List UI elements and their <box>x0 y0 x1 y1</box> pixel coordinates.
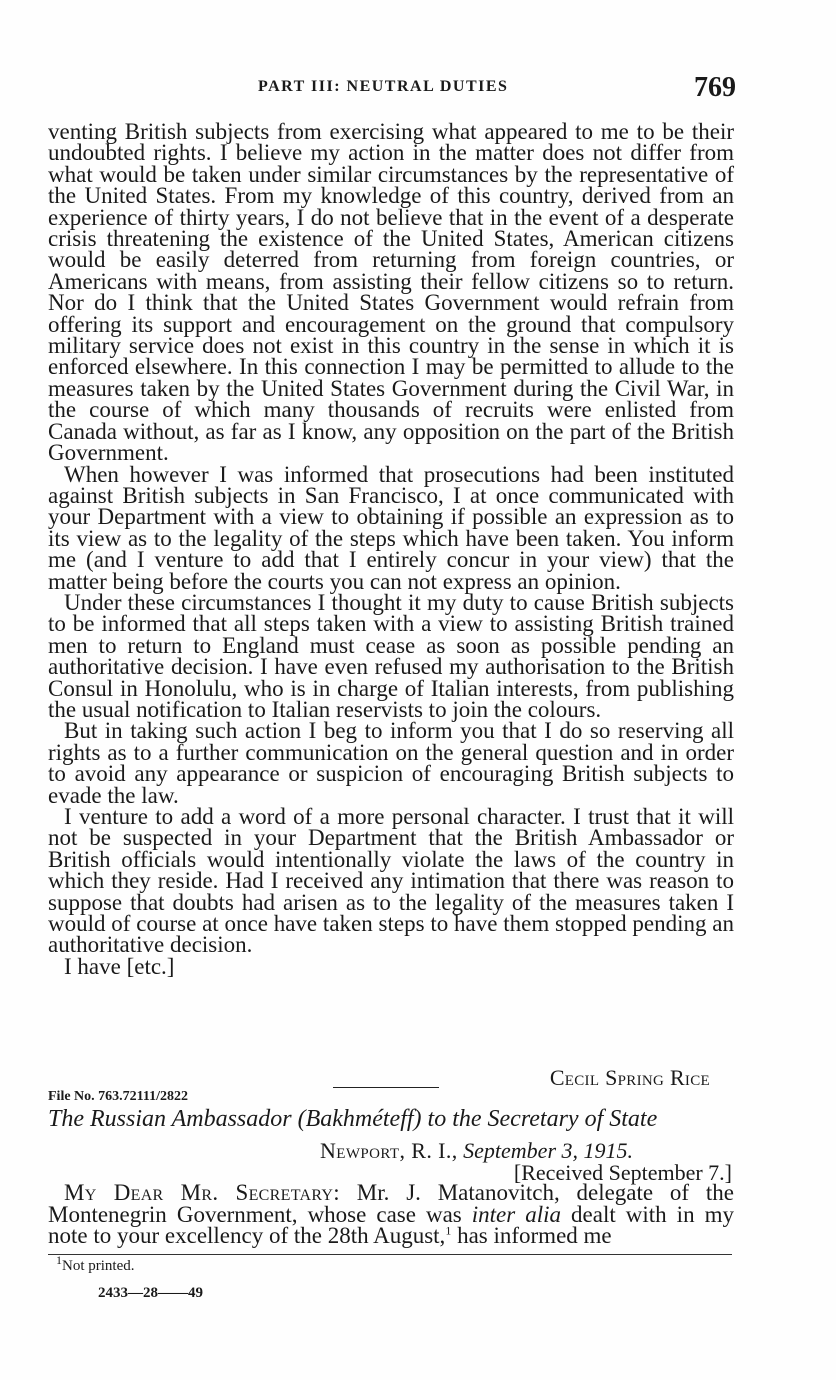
footnote-rule <box>48 1254 732 1255</box>
letter-body <box>48 121 734 977</box>
letter-text: has informed me <box>451 1223 612 1249</box>
salutation: My Dear Mr. Secretary: <box>64 1180 340 1205</box>
paragraph: venting British subjects from exercising what appeared to me to be their undoubted rights. I believe my action in the matter does not differ from what would be taken under similar circumstances by the representative of the United States. From my knowledge of this country, derived from an experience of thirty years, I do not believe that in the event of a desperate crisis threatening the existence of the United States, American citizens would be easily deterred from returning from foreign countries, or Americans with means, from assisting their fellow citizens so to return. Nor do I think that the United States Government would refrain from offering its support and encouragement on the ground that compulsory military service does not exist in this country in the sense in which it is enforced elsewhere. In this connection I may be permitted to allude to the measures taken by the United States Government during the Civil War, in the course of which many thousands of recruits were enlisted from Canada without, as far as I know, any opposition on the part of the British Government. <box>48 119 734 466</box>
footnote-marker: 1 <box>56 1253 62 1267</box>
signature: Cecil Spring Rice <box>549 1065 710 1090</box>
paragraph: But in taking such action I beg to inform you that I do so reserving all rights as to a further communication on the general question and in order to avoid any appearance or suspicion of encouraging British subjects to evade the law. <box>48 718 734 808</box>
paragraph: Under these circumstances I thought it my duty to cause British subjects to be informed that all steps taken with a view to assisting British trained men to return to England must cease as soon as possible pending an authoritative decision. I have even refused my authorisation to the British Consul in Honolulu, who is in charge of Italian interests, from publishing the usual notification to Italian reservists to join the colours. <box>48 589 734 722</box>
paragraph: When however I was informed that prosecutions had been instituted against British subjects in San Francisco, I at once communicated with your Department with a view to obtaining if possible an expression as to its view as to the legality of the steps which have been taken. You inform me (and I venture to add that I entirely concur in your view) that the matter being before the courts you can not express an opinion. <box>48 461 734 594</box>
running-title: PART III: NEUTRAL DUTIES <box>258 78 509 95</box>
printer-mark: 2433—28——49 <box>98 1285 203 1301</box>
section-divider <box>333 1087 439 1088</box>
dateline-place: Newport, R. I., <box>320 1138 458 1163</box>
received-date: [Received September 7.] <box>513 1160 732 1185</box>
page-number: 769 <box>694 72 736 103</box>
footnote-reference: 1 <box>445 1223 452 1238</box>
second-letter-text <box>48 1182 734 1247</box>
document-heading: The Russian Ambassador (Bakhméteff) to the Secretary of State <box>48 1106 658 1132</box>
page-header <box>48 72 738 112</box>
footnote <box>56 1253 135 1275</box>
dateline-date: September 3, 1915. <box>463 1138 634 1163</box>
closing-line: I have [etc.] <box>64 953 175 979</box>
letter-text: Mr. J. Matanovitch, delegate of the Montenegrin Government, whose case was <box>48 1180 734 1227</box>
footnote-text: Not printed. <box>62 1258 135 1274</box>
letter-text: dealt with in my note to your excellency of the 28th August, <box>48 1201 734 1249</box>
file-number: File No. 763.72111/2822 <box>48 1089 188 1104</box>
letter-text-italic: inter alia <box>471 1201 562 1227</box>
paragraph: I venture to add a word of a more personal character. I trust that it will not be suspected in your Department that the British Ambassador or British officials would intentionally violate the laws of the country in which they reside. Had I received any intimation that there was reason to suppose that doubts had arisen as to the legality of the measures taken I would of course at once have taken steps to have them stopped pending an authoritative decision. <box>48 804 734 958</box>
